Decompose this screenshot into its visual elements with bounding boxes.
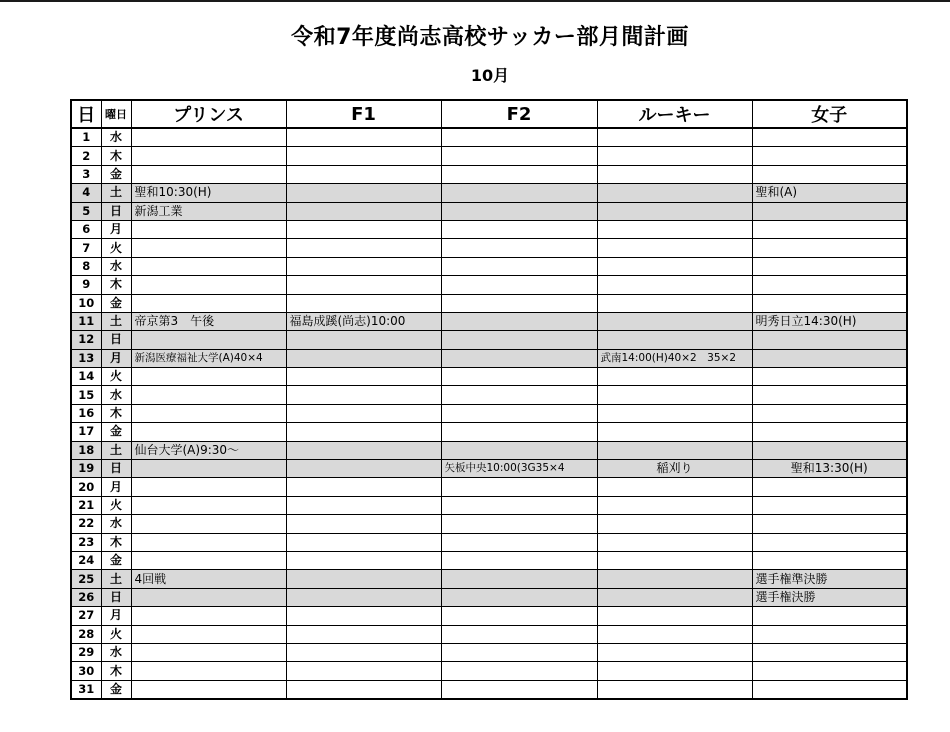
day-cell: 1 (71, 128, 101, 147)
day-cell: 6 (71, 220, 101, 238)
table-row (71, 460, 907, 478)
prince-cell (131, 386, 286, 404)
day-cell: 21 (71, 496, 101, 514)
weekday-cell: 金 (101, 551, 131, 569)
header-f1: F1 (286, 100, 441, 128)
f2-cell (441, 680, 597, 699)
day-cell: 26 (71, 588, 101, 606)
f2-cell (441, 128, 597, 147)
f2-cell (441, 312, 597, 330)
prince-cell (131, 128, 286, 147)
weekday-cell: 土 (101, 312, 131, 330)
table-row (71, 257, 907, 275)
rookie-cell (597, 607, 752, 625)
day-cell: 23 (71, 533, 101, 551)
prince-cell (131, 662, 286, 680)
month-label: 10月 (470, 66, 510, 85)
f2-cell (441, 441, 597, 459)
f2-cell (441, 202, 597, 220)
weekday-cell: 木 (101, 533, 131, 551)
table-row (71, 165, 907, 183)
day-cell: 24 (71, 551, 101, 569)
header-day: 日 (71, 100, 101, 128)
weekday-cell: 日 (101, 460, 131, 478)
rookie-cell (597, 184, 752, 202)
f1-cell (286, 607, 441, 625)
women-cell (752, 625, 907, 643)
weekday-cell: 水 (101, 257, 131, 275)
weekday-cell: 水 (101, 643, 131, 661)
rookie-cell (597, 128, 752, 147)
prince-cell (131, 165, 286, 183)
prince-cell: 新潟工業 (131, 202, 286, 220)
women-cell: 選手権決勝 (752, 588, 907, 606)
weekday-cell: 月 (101, 478, 131, 496)
day-cell: 10 (71, 294, 101, 312)
f2-cell (441, 625, 597, 643)
f2-cell (441, 349, 597, 367)
f2-cell (441, 386, 597, 404)
women-cell (752, 607, 907, 625)
f1-cell (286, 220, 441, 238)
prince-cell (131, 680, 286, 699)
rookie-cell (597, 588, 752, 606)
header-rookie: ルーキー (597, 100, 752, 128)
weekday-cell: 日 (101, 202, 131, 220)
weekday-cell: 月 (101, 349, 131, 367)
rookie-cell (597, 551, 752, 569)
prince-cell (131, 460, 286, 478)
day-cell: 2 (71, 147, 101, 165)
rookie-cell (597, 533, 752, 551)
table-row (71, 349, 907, 367)
weekday-cell: 金 (101, 165, 131, 183)
f1-cell (286, 404, 441, 422)
weekday-cell: 火 (101, 368, 131, 386)
rookie-cell (597, 680, 752, 699)
weekday-cell: 水 (101, 515, 131, 533)
f2-cell (441, 276, 597, 294)
weekday-cell: 日 (101, 588, 131, 606)
f2-cell (441, 294, 597, 312)
women-cell (752, 294, 907, 312)
prince-cell (131, 478, 286, 496)
f1-cell (286, 331, 441, 349)
f1-cell (286, 460, 441, 478)
rookie-cell (597, 220, 752, 238)
table-row (71, 220, 907, 238)
f1-cell (286, 128, 441, 147)
women-cell (752, 257, 907, 275)
women-cell: 明秀日立14:30(H) (752, 312, 907, 330)
prince-cell (131, 331, 286, 349)
women-cell (752, 533, 907, 551)
day-cell: 20 (71, 478, 101, 496)
f2-cell (441, 570, 597, 588)
f2-cell (441, 423, 597, 441)
women-cell (752, 165, 907, 183)
weekday-cell: 金 (101, 423, 131, 441)
women-cell: 選手権準決勝 (752, 570, 907, 588)
schedule-table (70, 99, 908, 700)
table-row (71, 533, 907, 551)
rookie-cell (597, 239, 752, 257)
rookie-cell (597, 478, 752, 496)
prince-cell (131, 276, 286, 294)
women-cell (752, 239, 907, 257)
day-cell: 16 (71, 404, 101, 422)
f1-cell (286, 588, 441, 606)
table-row (71, 128, 907, 147)
weekday-cell: 土 (101, 441, 131, 459)
rookie-cell (597, 570, 752, 588)
table-row (71, 294, 907, 312)
f1-cell (286, 368, 441, 386)
f2-cell (441, 184, 597, 202)
day-cell: 31 (71, 680, 101, 699)
rookie-cell (597, 331, 752, 349)
weekday-cell: 土 (101, 570, 131, 588)
table-row (71, 404, 907, 422)
table-row (71, 276, 907, 294)
f1-cell (286, 551, 441, 569)
day-cell: 15 (71, 386, 101, 404)
table-row (71, 331, 907, 349)
women-cell (752, 478, 907, 496)
rookie-cell (597, 257, 752, 275)
day-cell: 17 (71, 423, 101, 441)
f1-cell (286, 478, 441, 496)
weekday-cell: 金 (101, 294, 131, 312)
table-row (71, 662, 907, 680)
weekday-cell: 日 (101, 331, 131, 349)
f2-cell (441, 607, 597, 625)
women-cell (752, 662, 907, 680)
f1-cell (286, 294, 441, 312)
f2-cell (441, 220, 597, 238)
rookie-cell: 武南14:00(H)40×2 35×2 (597, 349, 752, 367)
f2-cell (441, 643, 597, 661)
prince-cell (131, 551, 286, 569)
day-cell: 11 (71, 312, 101, 330)
day-cell: 30 (71, 662, 101, 680)
prince-cell: 4回戦 (131, 570, 286, 588)
women-cell (752, 202, 907, 220)
table-row (71, 441, 907, 459)
f2-cell (441, 496, 597, 514)
prince-cell (131, 220, 286, 238)
f1-cell (286, 239, 441, 257)
table-row (71, 147, 907, 165)
weekday-cell: 金 (101, 680, 131, 699)
f2-cell (441, 404, 597, 422)
women-cell: 聖和13:30(H) (752, 460, 907, 478)
women-cell (752, 128, 907, 147)
prince-cell (131, 368, 286, 386)
prince-cell (131, 496, 286, 514)
f1-cell (286, 202, 441, 220)
table-row (71, 680, 907, 699)
f1-cell (286, 165, 441, 183)
rookie-cell (597, 423, 752, 441)
women-cell (752, 515, 907, 533)
weekday-cell: 木 (101, 276, 131, 294)
table-row (71, 496, 907, 514)
prince-cell (131, 147, 286, 165)
weekday-cell: 木 (101, 662, 131, 680)
table-row (71, 643, 907, 661)
prince-cell (131, 533, 286, 551)
table-row (71, 386, 907, 404)
day-cell: 29 (71, 643, 101, 661)
prince-cell (131, 423, 286, 441)
header-women: 女子 (752, 100, 907, 128)
rookie-cell (597, 404, 752, 422)
women-cell (752, 680, 907, 699)
women-cell (752, 643, 907, 661)
women-cell (752, 496, 907, 514)
weekday-cell: 月 (101, 220, 131, 238)
prince-cell: 聖和10:30(H) (131, 184, 286, 202)
rookie-cell (597, 625, 752, 643)
f1-cell (286, 441, 441, 459)
weekday-cell: 土 (101, 184, 131, 202)
rookie-cell (597, 276, 752, 294)
table-row (71, 588, 907, 606)
f2-cell (441, 239, 597, 257)
f1-cell (286, 515, 441, 533)
f1-cell (286, 533, 441, 551)
prince-cell (131, 625, 286, 643)
day-cell: 28 (71, 625, 101, 643)
women-cell (752, 441, 907, 459)
rookie-cell (597, 386, 752, 404)
f2-cell (441, 588, 597, 606)
table-row (71, 423, 907, 441)
day-cell: 22 (71, 515, 101, 533)
women-cell (752, 220, 907, 238)
f2-cell (441, 147, 597, 165)
weekday-cell: 木 (101, 147, 131, 165)
top-border-line (0, 0, 950, 2)
f2-cell: 矢板中央10:00(3G35×4 (441, 460, 597, 478)
f1-cell (286, 423, 441, 441)
day-cell: 13 (71, 349, 101, 367)
f2-cell (441, 368, 597, 386)
f1-cell (286, 147, 441, 165)
rookie-cell (597, 496, 752, 514)
weekday-cell: 月 (101, 607, 131, 625)
table-row (71, 478, 907, 496)
women-cell (752, 386, 907, 404)
day-cell: 12 (71, 331, 101, 349)
f2-cell (441, 478, 597, 496)
prince-cell (131, 643, 286, 661)
rookie-cell (597, 368, 752, 386)
rookie-cell (597, 147, 752, 165)
women-cell: 聖和(A) (752, 184, 907, 202)
prince-cell: 新潟医療福祉大学(A)40×4 (131, 349, 286, 367)
day-cell: 27 (71, 607, 101, 625)
women-cell (752, 551, 907, 569)
f1-cell (286, 257, 441, 275)
day-cell: 5 (71, 202, 101, 220)
table-row (71, 607, 907, 625)
f1-cell (286, 184, 441, 202)
rookie-cell (597, 515, 752, 533)
prince-cell: 帝京第3 午後 (131, 312, 286, 330)
rookie-cell: 稲刈り (597, 460, 752, 478)
day-cell: 18 (71, 441, 101, 459)
day-cell: 8 (71, 257, 101, 275)
weekday-cell: 火 (101, 625, 131, 643)
table-row (71, 551, 907, 569)
f1-cell (286, 496, 441, 514)
f1-cell (286, 570, 441, 588)
f1-cell (286, 625, 441, 643)
rookie-cell (597, 165, 752, 183)
f1-cell (286, 349, 441, 367)
table-row (71, 184, 907, 202)
weekday-cell: 水 (101, 386, 131, 404)
women-cell (752, 147, 907, 165)
day-cell: 3 (71, 165, 101, 183)
f1-cell (286, 386, 441, 404)
header-prince: プリンス (131, 100, 286, 128)
table-row (71, 312, 907, 330)
f1-cell (286, 276, 441, 294)
page-title: 令和7年度尚志高校サッカー部月間計画 (291, 25, 689, 50)
f2-cell (441, 331, 597, 349)
weekday-cell: 火 (101, 496, 131, 514)
table-row (71, 368, 907, 386)
f1-cell: 福島成蹊(尚志)10:00 (286, 312, 441, 330)
women-cell (752, 276, 907, 294)
prince-cell (131, 239, 286, 257)
rookie-cell (597, 441, 752, 459)
prince-cell: 仙台大学(A)9:30～ (131, 441, 286, 459)
table-row (71, 239, 907, 257)
prince-cell (131, 294, 286, 312)
f2-cell (441, 165, 597, 183)
women-cell (752, 331, 907, 349)
header-weekday: 曜日 (101, 100, 131, 128)
weekday-cell: 水 (101, 128, 131, 147)
weekday-cell: 木 (101, 404, 131, 422)
f2-cell (441, 515, 597, 533)
day-cell: 7 (71, 239, 101, 257)
f1-cell (286, 643, 441, 661)
women-cell (752, 349, 907, 367)
women-cell (752, 423, 907, 441)
f2-cell (441, 551, 597, 569)
weekday-cell: 火 (101, 239, 131, 257)
f2-cell (441, 533, 597, 551)
day-cell: 9 (71, 276, 101, 294)
day-cell: 25 (71, 570, 101, 588)
prince-cell (131, 588, 286, 606)
f2-cell (441, 257, 597, 275)
header-row (71, 100, 907, 128)
f1-cell (286, 680, 441, 699)
f1-cell (286, 662, 441, 680)
day-cell: 14 (71, 368, 101, 386)
women-cell (752, 368, 907, 386)
rookie-cell (597, 312, 752, 330)
table-row (71, 202, 907, 220)
prince-cell (131, 515, 286, 533)
table-row (71, 625, 907, 643)
table-row (71, 515, 907, 533)
prince-cell (131, 257, 286, 275)
table-row (71, 570, 907, 588)
f2-cell (441, 662, 597, 680)
prince-cell (131, 607, 286, 625)
header-f2: F2 (441, 100, 597, 128)
rookie-cell (597, 202, 752, 220)
prince-cell (131, 404, 286, 422)
rookie-cell (597, 294, 752, 312)
women-cell (752, 404, 907, 422)
rookie-cell (597, 662, 752, 680)
day-cell: 4 (71, 184, 101, 202)
rookie-cell (597, 643, 752, 661)
day-cell: 19 (71, 460, 101, 478)
